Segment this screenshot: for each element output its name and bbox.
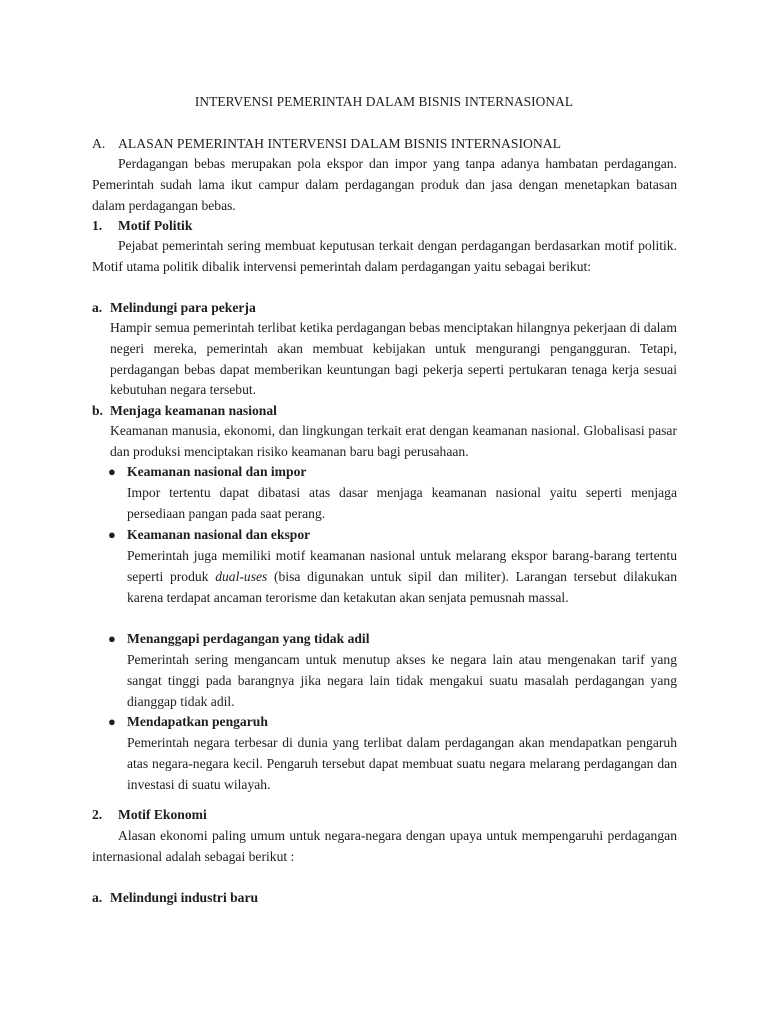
bullet-title: Menanggapi perdagangan yang tidak adil [127, 631, 370, 646]
document-title: INTERVENSI PEMERINTAH DALAM BISNIS INTERNASIONAL [194, 94, 574, 109]
sub-a-heading [92, 298, 256, 319]
sub-b-heading [92, 401, 277, 422]
sub-a-text: Hampir semua pemerintah terlibat ketika perdagangan bebas menciptakan hilangnya pekerjaan di dalam negeri mereka, pemerintah akan membuat kebijakan untuk mengurangi pengangguran. Tetapi, perdagangan bebas dapat memberikan keuntungan bagi pekerja seperti pertukaran tenaga kerja sesuai kebutuhan negara tersebut. [110, 320, 677, 398]
motif-ekonomi-title: Motif Ekonomi [118, 807, 207, 822]
sub-a-title: Melindungi para pekerja [110, 300, 256, 315]
bullet-text-part: (bisa digunakan untuk sipil dan militer). Larangan tersebut dilakukan karena terdapat ancaman terorisme dan ketakutan akan senjata pemusnah massal. [127, 568, 677, 605]
bullet-title: Keamanan nasional dan impor [127, 464, 307, 479]
bullet-title: Keamanan nasional dan ekspor [127, 527, 311, 542]
bullet-heading [108, 712, 268, 733]
sub-b-title: Menjaga keamanan nasional [110, 403, 277, 418]
bullet-text-part: Pemerintah juga memiliki motif keamanan nasional untuk melarang ekspor barang-barang tertentu seperti produk [127, 548, 677, 584]
ekonomi-sub-a-heading [92, 888, 258, 909]
bullet-title: Mendapatkan pengaruh [127, 714, 268, 729]
ekonomi-sub-a-title: Melindungi industri baru [110, 890, 259, 905]
bullet-heading [108, 629, 369, 650]
bullet-heading [108, 462, 306, 483]
bullet-icon: ● [108, 527, 116, 542]
bullet-heading [108, 525, 310, 546]
bullet-text [127, 546, 677, 608]
motif-ekonomi-heading [92, 805, 207, 826]
bullet-icon: ● [108, 631, 116, 646]
bullet-icon: ● [108, 464, 116, 479]
section-a-heading [92, 134, 692, 155]
motif-politik-number: 1. [92, 218, 103, 233]
ekonomi-sub-a-letter: a. [92, 890, 103, 905]
motif-politik-title: Motif Politik [118, 218, 193, 233]
bullet-text: Pemerintah sering mengancam untuk menutup akses ke negara lain atau mengenakan tarif yang sangat tinggi pada barangnya jika negara lain tidak mengakui suatu masalah perdagangan yang dianggap tidak adil. [127, 652, 677, 709]
motif-politik-heading [92, 216, 192, 237]
sub-a-letter: a. [92, 300, 103, 315]
motif-politik-intro: Pejabat pemerintah sering membuat keputusan terkait dengan perdagangan berdasarkan motif politik. Motif utama politik dibalik intervensi pemerintah dalam perdagangan yaitu sebagai berikut: [92, 238, 677, 274]
sub-b-text: Keamanan manusia, ekonomi, dan lingkungan terkait erat dengan keamanan nasional. Globalisasi pasar dan produksi menciptakan risiko keamanan baru bagi perusahaan. [110, 423, 677, 459]
bullet-text: Pemerintah negara terbesar di dunia yang terlibat dalam perdagangan akan mendapatkan pengaruh atas negara-negara kecil. Pengaruh tersebut dapat membuat suatu negara melarang perdagangan dan investasi di suatu wilayah. [127, 735, 677, 792]
motif-ekonomi-intro: Alasan ekonomi paling umum untuk negara-negara dengan upaya untuk mempengaruhi perdagangan internasional adalah sebagai berikut : [92, 828, 677, 864]
section-a-intro: Perdagangan bebas merupakan pola ekspor dan impor yang tanpa adanya hambatan perdagangan. Pemerintah sudah lama ikut campur dalam perdagangan produk dan jasa dengan menetapkan batasan dalam perdagangan bebas. [92, 156, 677, 213]
bullet-text-italic: dual-uses [215, 568, 268, 584]
motif-ekonomi-number: 2. [92, 807, 103, 822]
section-a-title: ALASAN PEMERINTAH INTERVENSI DALAM BISNIS INTERNASIONAL [118, 136, 562, 151]
sub-b-letter: b. [92, 403, 103, 418]
bullet-text: Impor tertentu dapat dibatasi atas dasar menjaga keamanan nasional yaitu seperti menjaga persediaan pangan pada saat perang. [127, 485, 677, 521]
bullet-icon: ● [108, 714, 116, 729]
section-a-letter: A. [92, 136, 106, 151]
